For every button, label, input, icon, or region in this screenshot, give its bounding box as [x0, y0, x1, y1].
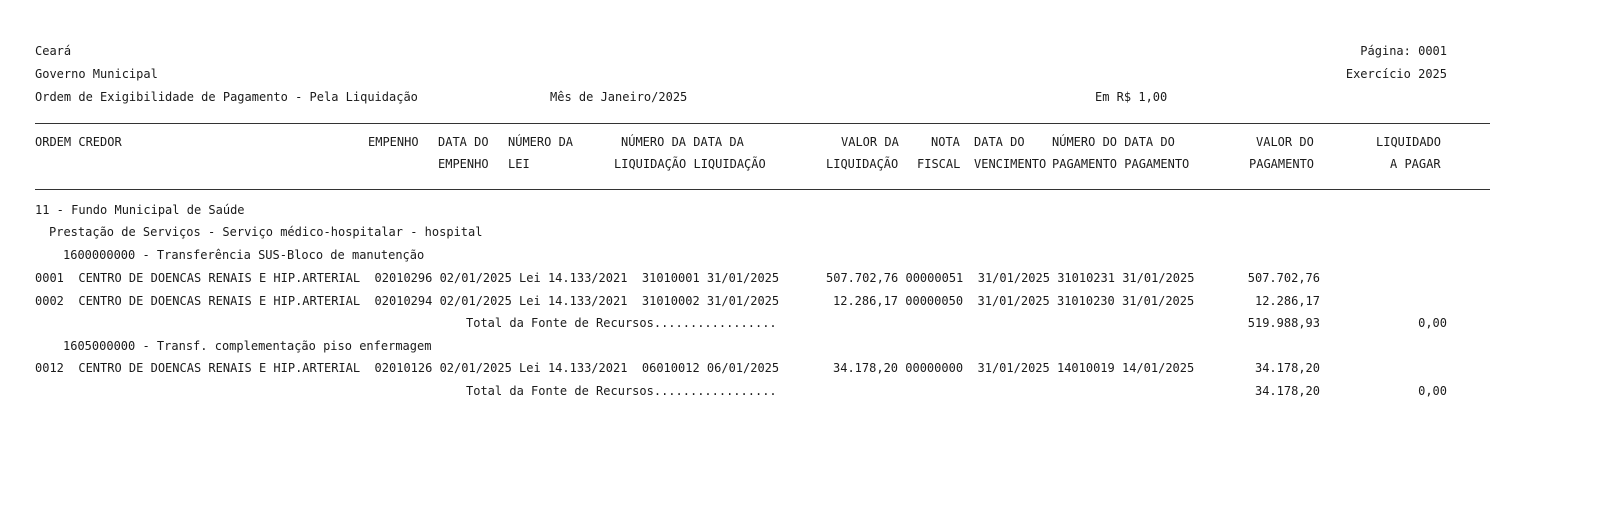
exercise-year: Exercício 2025	[1345, 67, 1447, 81]
table-row-text: 0012 CENTRO DE DOENCAS RENAIS E HIP.ARTERIAL 02010126 02/01/2025 Lei 14.133/2021 06010012 06/01/2025	[35, 361, 780, 375]
col-num-data-liquidacao-line2: LIQUIDAÇÃO LIQUIDAÇÃO	[614, 157, 766, 171]
col-ordem-credor: ORDEM CREDOR	[35, 135, 122, 149]
table-row-paid: 507.702,76	[1247, 271, 1320, 285]
unit-heading: 11 - Fundo Municipal de Saúde	[35, 203, 245, 217]
col-num-data-pagamento-line1: NÚMERO DO DATA DO	[1052, 135, 1175, 149]
source-heading: 1605000000 - Transf. complementação piso enfermagem	[63, 339, 432, 353]
col-valor-liquidacao-line2: LIQUIDAÇÃO	[826, 157, 899, 171]
col-num-data-pagamento-line2: PAGAMENTO PAGAMENTO	[1052, 157, 1190, 171]
report-title: Ordem de Exigibilidade de Pagamento - Pela Liquidação	[35, 90, 418, 104]
state-name: Ceará	[35, 44, 72, 58]
columns-divider	[35, 189, 1490, 190]
currency-unit: Em R$ 1,00	[1095, 90, 1168, 104]
government-name: Governo Municipal	[35, 67, 158, 81]
col-data-vencimento-line2: VENCIMENTO	[974, 157, 1047, 171]
category-heading: Prestação de Serviços - Serviço médico-hospitalar - hospital	[49, 225, 483, 239]
col-nota-fiscal-line1: NOTA	[931, 135, 960, 149]
col-valor-liquidacao-line1: VALOR DA	[841, 135, 899, 149]
header-divider	[35, 123, 1490, 124]
col-valor-pagamento-line2: PAGAMENTO	[1249, 157, 1315, 171]
source-heading: 1600000000 - Transferência SUS-Bloco de manutenção	[63, 248, 425, 262]
col-data-empenho-line1: DATA DO	[438, 135, 489, 149]
col-data-vencimento-line1: DATA DO	[974, 135, 1025, 149]
col-num-data-liquidacao-line1: NÚMERO DA DATA DA	[621, 135, 744, 149]
source-total-label: Total da Fonte de Recursos.................	[466, 316, 777, 330]
table-row-values: 34.178,20 00000000 31/01/2025 14010019 14/01/2025	[833, 361, 1195, 375]
col-empenho: EMPENHO	[368, 135, 419, 149]
table-row-values: 507.702,76 00000051 31/01/2025 31010231 31/01/2025	[826, 271, 1195, 285]
page-number: Página: 0001	[1360, 44, 1447, 58]
source-total-label: Total da Fonte de Recursos.................	[466, 384, 777, 398]
col-nota-fiscal-line2: FISCAL	[917, 157, 961, 171]
table-row-text: 0002 CENTRO DE DOENCAS RENAIS E HIP.ARTERIAL 02010294 02/01/2025 Lei 14.133/2021 31010002 31/01/2025	[35, 294, 780, 308]
table-row-values: 12.286,17 00000050 31/01/2025 31010230 31/01/2025	[833, 294, 1195, 308]
col-numero-lei-line2: LEI	[508, 157, 530, 171]
col-valor-pagamento-line1: VALOR DO	[1256, 135, 1314, 149]
table-row-text: 0001 CENTRO DE DOENCAS RENAIS E HIP.ARTERIAL 02010296 02/01/2025 Lei 14.133/2021 31010001 31/01/2025	[35, 271, 780, 285]
col-liquidado-line1: LIQUIDADO	[1376, 135, 1442, 149]
table-row-paid: 12.286,17	[1254, 294, 1320, 308]
col-liquidado-line2: A PAGAR	[1390, 157, 1441, 171]
source-total-paid: 519.988,93	[1247, 316, 1320, 330]
col-data-empenho-line2: EMPENHO	[438, 157, 489, 171]
source-total-due: 0,00	[1418, 316, 1447, 330]
report-month: Mês de Janeiro/2025	[550, 90, 688, 104]
table-row-paid: 34.178,20	[1254, 361, 1320, 375]
source-total-due: 0,00	[1418, 384, 1447, 398]
source-total-paid: 34.178,20	[1254, 384, 1320, 398]
col-numero-lei-line1: NÚMERO DA	[508, 135, 574, 149]
